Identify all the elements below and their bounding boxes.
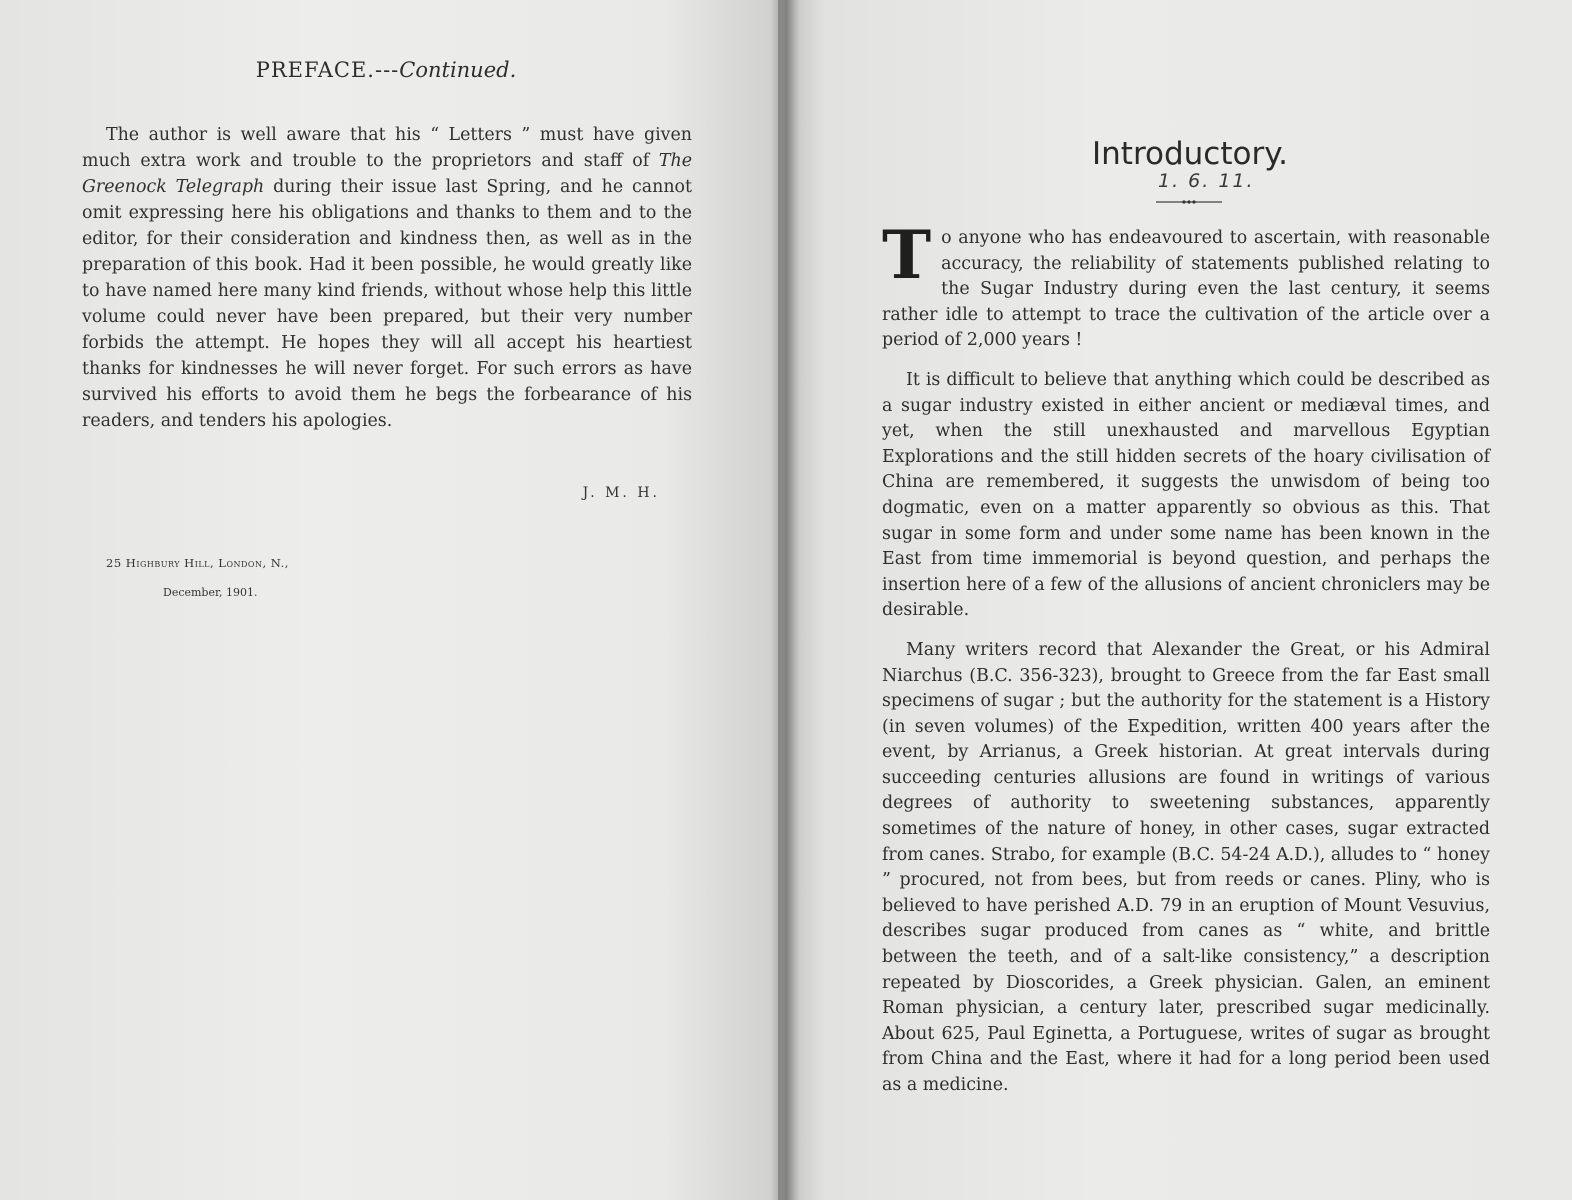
preface-title-main: PREFACE.--- xyxy=(255,58,400,82)
preface-title xyxy=(80,58,692,82)
book-gutter xyxy=(770,0,800,1200)
intro-paragraph-1-text: o anyone who has endeavoured to ascertain, with reasonable accuracy, the reliability of statements published relating to the Sugar Industry during even the last century, it seems rather idle to attempt to trace the cultivation of the article over a period of 2,000 years ! xyxy=(882,228,1490,351)
introductory-body xyxy=(882,216,1490,1113)
preface-text-rest: during their issue last Spring, and he cannot omit expressing here his obligations and thanks to them and to the editor, for their consideration and kindness then, as well as in the preparation of this book. Had it been possible, he would greatly like to have named here many kind friends, without whose help this little volume could never have been prepared, but their very number forbids the attempt. He hopes they will all accept his heartiest thanks for kindnesses he will never forget. For such errors as have survived his efforts to avoid them he begs the forbearance of his readers, and tenders his apologies. xyxy=(82,177,692,431)
intro-paragraph-3: Many writers record that Alexander the Great, or his Admiral Niarchus (B.C. 356-323), brought to Greece from the far East small specimens of sugar ; but the authority for the statement is a History (in seven volumes) of the Expedition, written 400 years after the event, by Arrianus, a Greek historian. At great intervals during succeeding centuries allusions are found in writings of various degrees of authority to sweetening substances, apparently sometimes of the nature of honey, in other cases, sugar extracted from canes. Strabo, for example (B.C. 54-24 A.D.), alludes to “ honey ” procured, not from bees, but from reeds or canes. Pliny, who is believed to have perished A.D. 79 in an eruption of Mount Vesuvius, describes sugar produced from canes as “ white, and brittle between the teeth, and of a salt-like consistency,” a description repeated by Dioscorides, a Greek physician. Galen, an eminent Roman physician, a century later, prescribed sugar medicinally. About 625, Paul Eginetta, a Portuguese, writes of sugar as brought from China and the East, where it had for a long period been used as a medicine. xyxy=(882,639,1490,1095)
author-address: 25 Highbury Hill, London, N., xyxy=(106,556,289,570)
newspaper-name: The Greenock Telegraph xyxy=(82,151,693,197)
preface-title-italic: Continued. xyxy=(399,58,517,82)
preface-body xyxy=(82,122,692,434)
preface-paragraph xyxy=(82,122,692,434)
preface-text-start: The author is well aware that his “ Letters ” must have given much extra work and trouble to the proprietors and staff of xyxy=(82,125,692,171)
intro-paragraph-2: It is difficult to believe that anything which could be described as a sugar industry existed in either ancient or mediæval times, and yet, when the still unexhausted and marvellous Egyptian Explorations and the still hidden secrets of the hoary civilisation of China are remembered, it suggests the unwisdom of being too dogmatic, even on a matter apparently so obvious as this. That sugar in some form and under some name has been known in the East from time immemorial is beyond question, and perhaps the insertion here of a few of the allusions of ancient chroniclers may be desirable. xyxy=(882,369,1490,621)
chapter-title: Introductory. xyxy=(1092,136,1288,172)
author-initials: J. M. H. xyxy=(582,485,660,501)
title-rule-ornament xyxy=(1156,199,1222,205)
drop-cap-letter: T xyxy=(882,216,932,294)
preface-date: December, 1901. xyxy=(163,586,258,599)
handwritten-annotation: 1. 6. 11. xyxy=(1158,170,1255,192)
intro-paragraph-1 xyxy=(882,216,1490,354)
left-page xyxy=(0,0,778,1200)
